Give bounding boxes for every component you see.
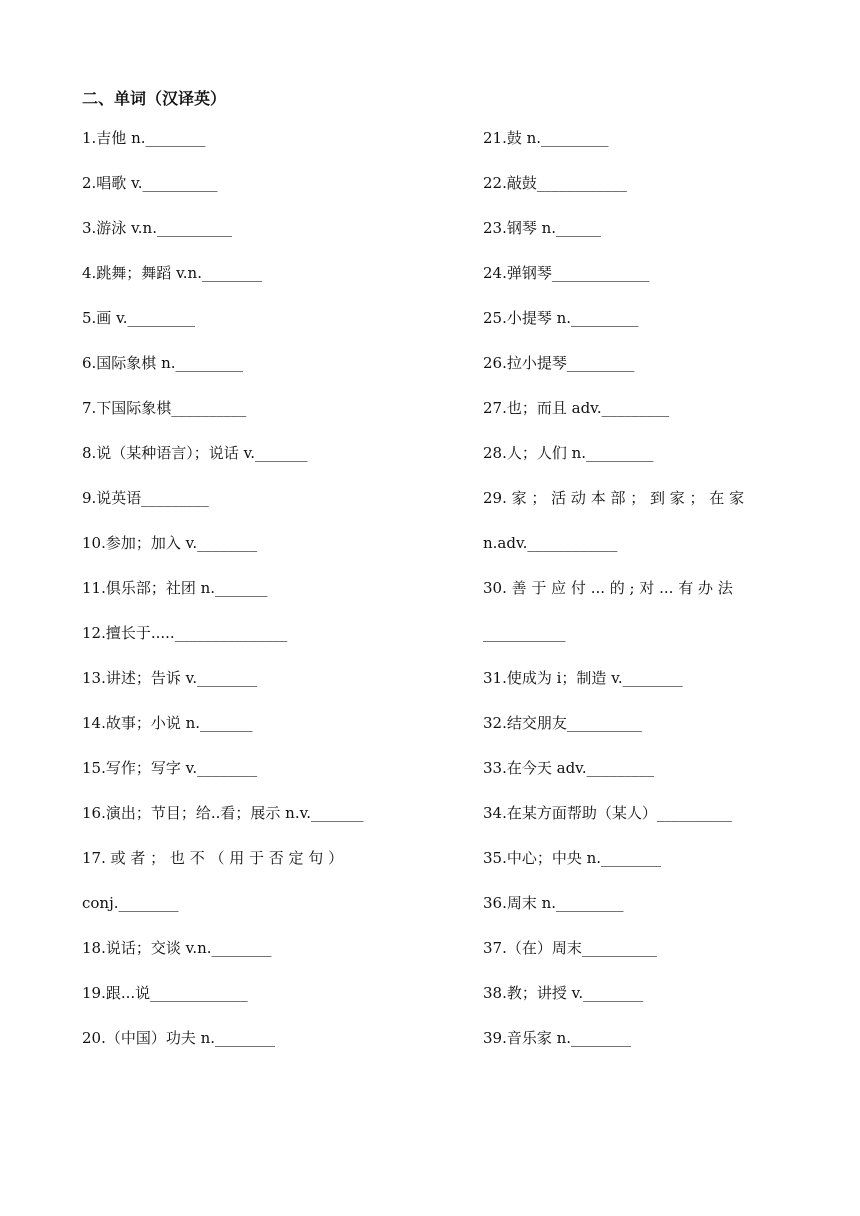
- vocab-item: 24.弹钢琴_____________: [483, 264, 650, 282]
- vocab-item-continuation: ___________: [483, 624, 566, 642]
- vocab-item: 16.演出；节目；给..看；展示 n.v._______: [82, 804, 364, 822]
- vocab-item: 11.俱乐部；社团 n._______: [82, 579, 268, 597]
- vocab-item: 4.跳舞；舞蹈 v.n.________: [82, 264, 262, 282]
- vocab-item: 34.在某方面帮助（某人）__________: [483, 804, 732, 822]
- vocab-item: 26.拉小提琴_________: [483, 354, 635, 372]
- vocab-item: 19.跟...说_____________: [82, 984, 248, 1002]
- vocab-item: 31.使成为 i；制造 v.________: [483, 669, 683, 687]
- vocab-item: 15.写作；写字 v.________: [82, 759, 258, 777]
- vocab-item: 25.小提琴 n._________: [483, 309, 639, 327]
- vocab-item: 13.讲述；告诉 v.________: [82, 669, 258, 687]
- vocab-item: 2.唱歌 v.__________: [82, 174, 218, 192]
- vocab-item: 38.教；讲授 v.________: [483, 984, 644, 1002]
- vocab-item: 18.说话；交谈 v.n.________: [82, 939, 272, 957]
- vocab-item: 36.周末 n._________: [483, 894, 624, 912]
- vocab-item: 9.说英语_________: [82, 489, 209, 507]
- vocab-item: 14.故事；小说 n._______: [82, 714, 253, 732]
- vocab-item: 3.游泳 v.n.__________: [82, 219, 232, 237]
- vocab-item: 17. 或 者 ； 也 不 （ 用 于 否 定 句 ）: [82, 849, 344, 867]
- vocab-item: 35.中心；中央 n.________: [483, 849, 662, 867]
- vocab-item: 22.敲鼓____________: [483, 174, 627, 192]
- vocab-item: 23.钢琴 n.______: [483, 219, 602, 237]
- vocab-item: 37.（在）周末__________: [483, 939, 657, 957]
- vocab-item: 39.音乐家 n.________: [483, 1029, 632, 1047]
- vocab-item: 20.（中国）功夫 n.________: [82, 1029, 276, 1047]
- vocab-item: 1.吉他 n.________: [82, 129, 206, 147]
- left-column: [82, 127, 382, 1072]
- vocab-item: 29. 家 ； 活 动 本 部 ； 到 家 ； 在 家: [483, 489, 745, 507]
- vocab-item-continuation: n.adv.____________: [483, 534, 618, 552]
- vocab-item: 28.人；人们 n._________: [483, 444, 654, 462]
- vocab-item-continuation: conj.________: [82, 894, 179, 912]
- vocab-item: 10.参加；加入 v.________: [82, 534, 258, 552]
- vocab-item: 30. 善 于 应 付 ... 的 ; 对 ... 有 办 法: [483, 579, 733, 597]
- vocab-item: 6.国际象棋 n._________: [82, 354, 244, 372]
- vocab-item: 33.在今天 adv._________: [483, 759, 655, 777]
- vocab-item: 27.也；而且 adv._________: [483, 399, 670, 417]
- vocab-item: 12.擅长于....._______________: [82, 624, 288, 642]
- section-heading: 二、单词（汉译英）: [82, 89, 227, 108]
- vocab-item: 21.鼓 n._________: [483, 129, 609, 147]
- vocab-item: 8.说（某种语言）；说话 v._______: [82, 444, 308, 462]
- vocab-item: 32.结交朋友__________: [483, 714, 642, 732]
- right-column: [483, 127, 783, 1072]
- vocab-item: 5.画 v._________: [82, 309, 196, 327]
- vocab-item: 7.下国际象棋__________: [82, 399, 247, 417]
